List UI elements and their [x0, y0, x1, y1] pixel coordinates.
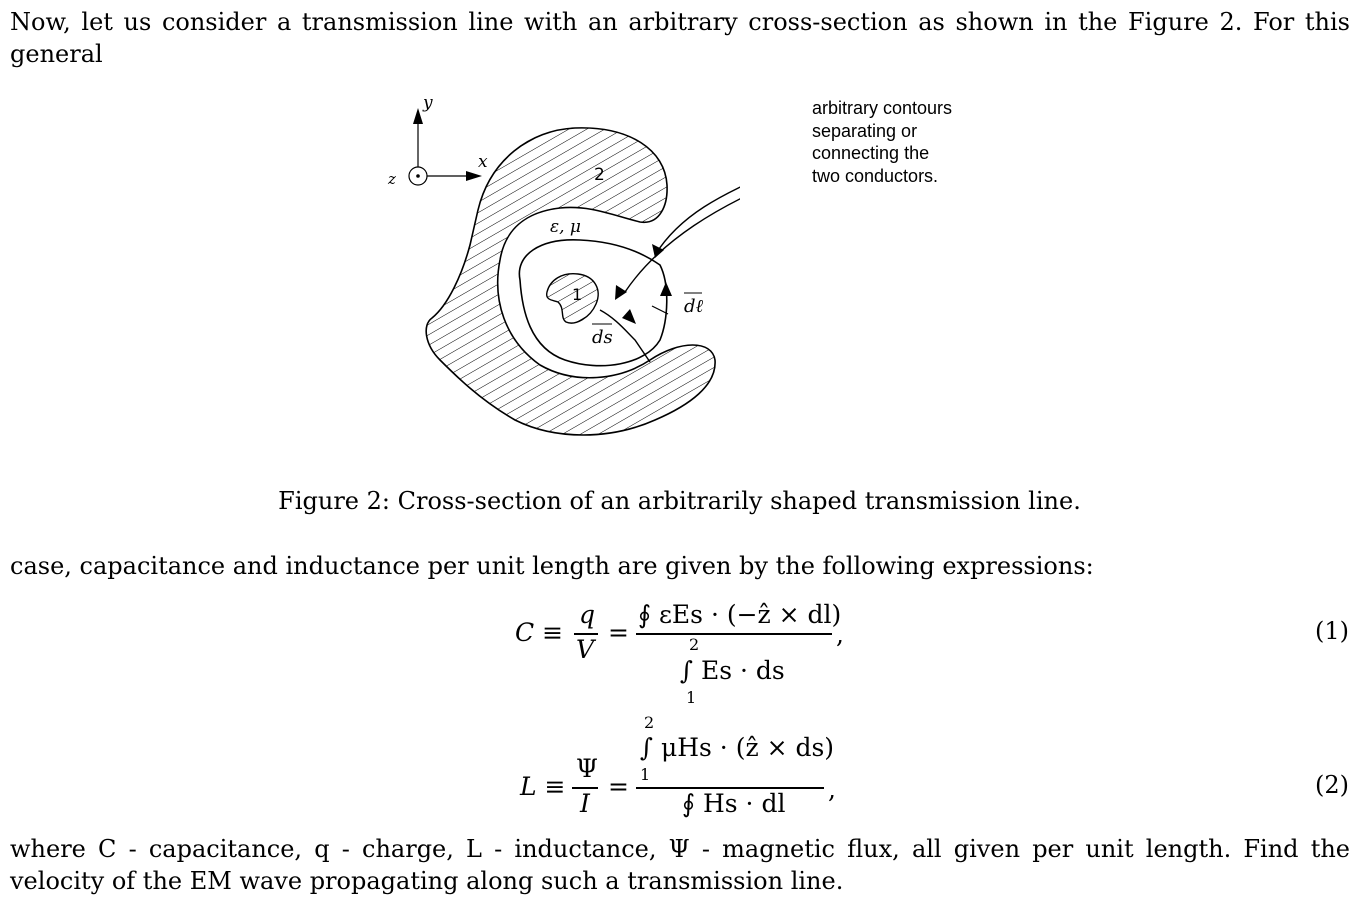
y-arrow-icon [413, 108, 423, 124]
eq1-equals: = [608, 618, 629, 647]
eq1-frac-num: q [579, 600, 596, 629]
figure-caption: Figure 2: Cross-section of an arbitrarily shaped transmission line. [278, 487, 1081, 515]
eq2-number: (2) [1315, 771, 1349, 799]
annotation-line: two conductors. [812, 165, 939, 186]
eq2-lower-limit: 1 [640, 765, 651, 784]
eq1-lhs: C ≡ [515, 618, 564, 647]
conductor-2-label: 2 [594, 165, 605, 185]
axis-x-label: x [478, 152, 488, 172]
where-paragraph: where C - capacitance, q - charge, L - inductance, Ψ - magnetic flux, all given per unit length. Find the velocity of the EM wave propagating along such a transmission line. [10, 835, 1350, 895]
axis-y-label: y [423, 93, 433, 113]
ds-label: ds [592, 327, 613, 348]
eq1-frac-den: V [576, 635, 595, 664]
eq1-lower-limit: 1 [686, 688, 697, 707]
x-arrow-icon [466, 171, 482, 181]
eq2-lhs: L ≡ [520, 772, 566, 801]
eq2-numerator: ∫ μHs · (ẑ × ds) [640, 733, 835, 762]
annotation-line: separating or [812, 120, 918, 141]
medium-label: ε, μ [550, 217, 581, 237]
axis-z-label: z [388, 170, 396, 188]
annotation-line: arbitrary contours [812, 98, 953, 118]
intro-paragraph: Now, let us consider a transmission line with an arbitrary cross-section as shown in the Figure 2. For this general [10, 8, 1350, 68]
eq2-equals: = [608, 772, 629, 801]
annotation-line: connecting the [812, 143, 930, 163]
eq2-denominator: ∮ Hs · dl [682, 789, 786, 818]
eq1-number: (1) [1315, 617, 1349, 645]
eq1-upper-limit: 2 [689, 635, 700, 654]
conductor-1-label: 1 [572, 285, 583, 304]
cross-section-figure [380, 90, 740, 450]
case-paragraph: case, capacitance and inductance per unit length are given by the following expressions: [10, 552, 1094, 580]
eq2-frac-num: Ψ [576, 754, 598, 783]
eq1-denominator: ∫ Es · ds [680, 656, 785, 685]
eq1-numerator: ∮ εEs · (−ẑ × dl) [638, 600, 842, 629]
dl-label: dℓ [684, 296, 704, 317]
figure-annotation [812, 97, 952, 187]
eq2-upper-limit: 2 [644, 713, 655, 732]
eq2-frac-den: I [580, 789, 590, 818]
